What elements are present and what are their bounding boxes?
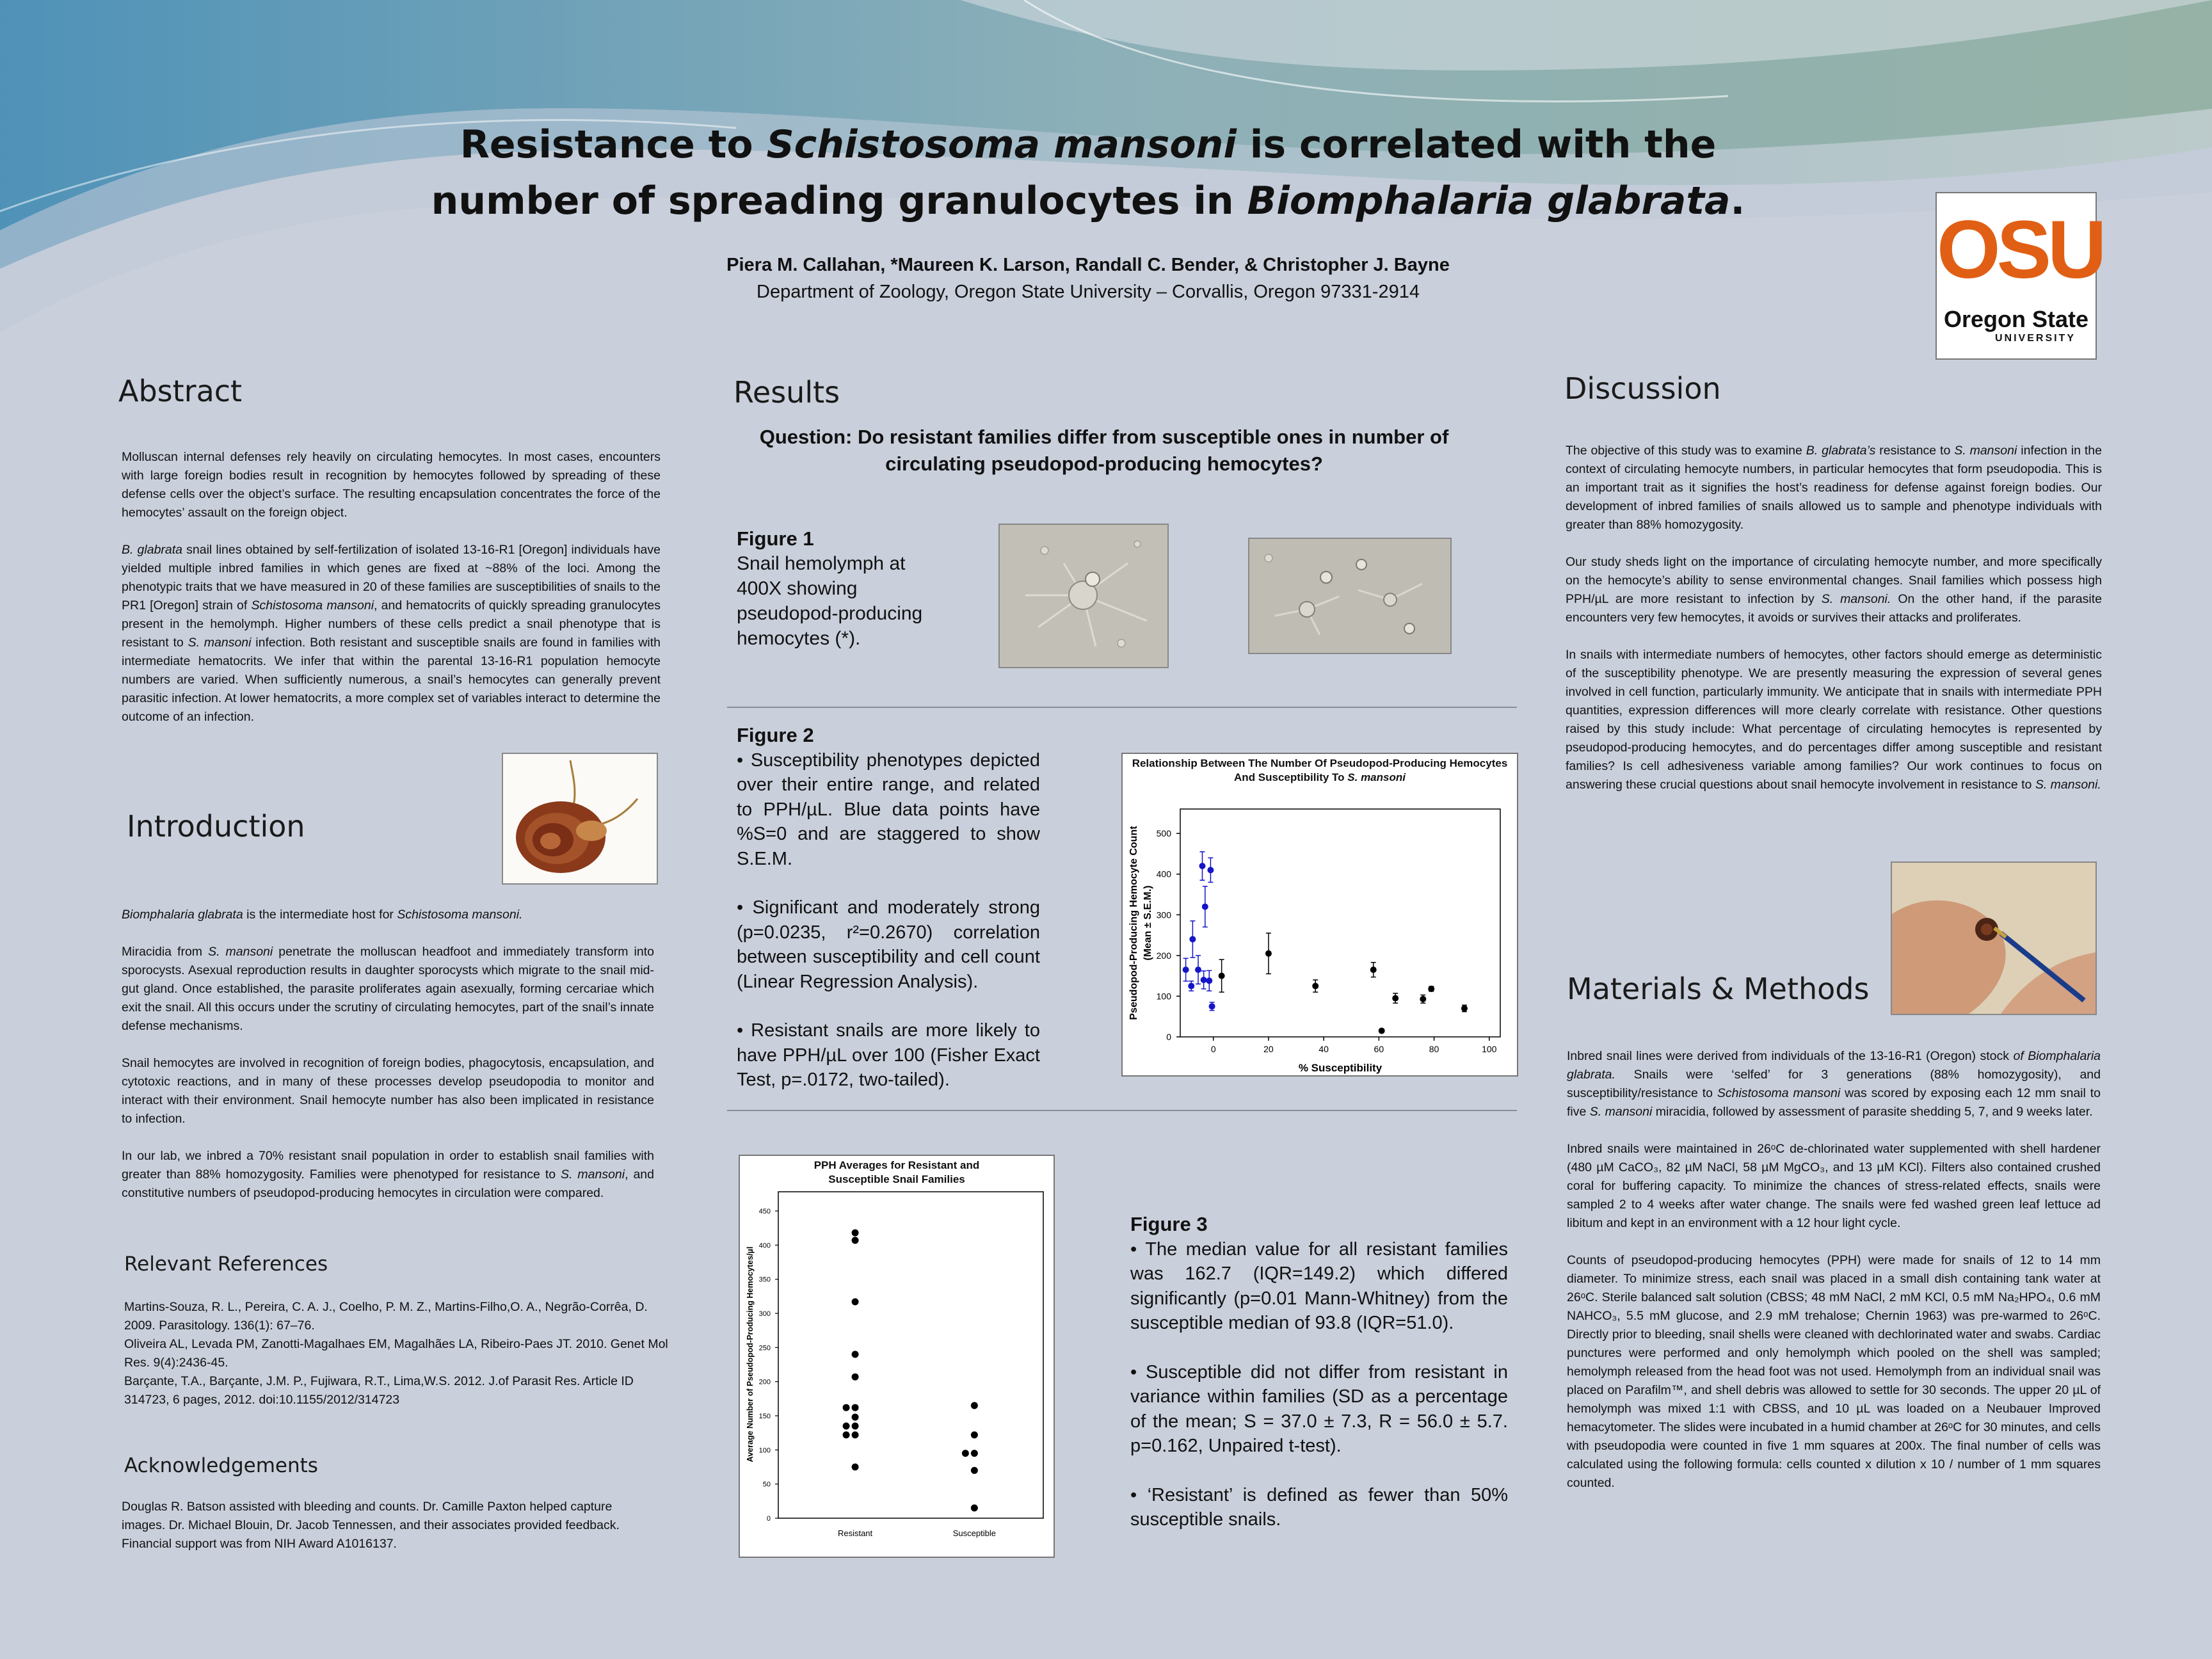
data-point [1183, 966, 1189, 973]
y-tick-label: 500 [1156, 828, 1171, 839]
figure2-ylabel-line1: Pseudopod-Producing Hemocyte Count [1128, 826, 1139, 1020]
y-tick-label: 300 [1156, 910, 1171, 920]
figure3-ylabel: Average Number of Pseudopod-Producing Hemocytes/µl [746, 1246, 755, 1463]
department: Department of Zoology, Oregon State University – Corvallis, Oregon 97331-2914 [757, 282, 1420, 302]
snail-photo [502, 753, 658, 885]
figure1-caption: Figure 1 Snail hemolymph at 400X showing pseudopod-producing hemocytes (*). [737, 526, 929, 651]
data-point [852, 1298, 859, 1305]
data-point [852, 1237, 859, 1244]
x-tick-label: 0 [1210, 1044, 1216, 1054]
x-tick-label: 40 [1318, 1044, 1329, 1054]
figure2-ylabel-line2: (Mean ± S.E.M.) [1142, 885, 1153, 961]
data-point [843, 1423, 850, 1430]
data-point [1188, 983, 1194, 990]
data-point [852, 1464, 859, 1471]
x-category-label: Susceptible [952, 1528, 996, 1538]
figure3-chart-title: PPH Averages for Resistant and Susceptible Snail Families [813, 1159, 980, 1185]
data-point [852, 1423, 859, 1430]
data-point [843, 1431, 850, 1438]
data-point [971, 1450, 978, 1457]
reference-item: Barçante, T.A., Barçante, J.M. P., Fujiwara, R.T., Lima,W.S. 2012. J.of Parasit Res. Article ID 314723, 6 pages, 2012. doi:10.1155/2012/314723 [124, 1374, 634, 1407]
y-tick-label: 450 [758, 1208, 771, 1215]
data-point [1206, 977, 1212, 984]
discussion-body: The objective of this study was to examine B. glabrata’s resistance to S. mansoni infection in the context of circulating hemocyte numbers, in particular hemocytes that form pseudopodia. This is an important trait as it signifies the host’s readiness for defense against foreign bodies. Our development of inbred families of snails allowed us to sample and phenotype individuals with greater than 88% homozygosity. Our study sheds light on the importance of circulating hemocyte number, and more specifically on the hemocyte’s ability to sense environmental changes. Snail families which possess high PPH/µL are more resistant to infection by S. mansoni. On the other hand, if the parasite encounters very few hemocytes, it avoids or survives their attacks and proliferates. In snails with intermediate numbers of hemocytes, other factors should emerge as deterministic of the susceptibility phenotype. We are presently measuring the expression of several genes involved in cell function, particularly immunity. We anticipate that in snails with intermediate PPH quantities, expression differences will more clearly correlate with resistance. Other questions raised by this study include: What percentage of circulating hemocytes is represented by pseudopod-producing hemocytes, and do percentages differ among susceptible and resistant families? Is cell adhesiveness variable among families? Our work continues to focus on answering these crucial questions about snail hemocyte involvement in resistance to S. mansoni. [1566, 444, 2102, 792]
poster-title: Resistance to Schistosoma mansoni is correlated with the number of spreading granulocytes in Biomphalaria glabrata. [431, 122, 1745, 223]
data-point [852, 1374, 859, 1381]
data-point [1209, 1003, 1215, 1009]
data-point [962, 1450, 969, 1457]
y-tick-label: 0 [1166, 1032, 1171, 1042]
data-point [852, 1351, 859, 1358]
figure2-chart-title: Relationship Between The Number Of Pseudopod-Producing Hemocytes And Susceptibility To S. mansoni [1132, 757, 1508, 783]
y-tick-label: 100 [758, 1447, 771, 1455]
data-point [1379, 1027, 1385, 1034]
authors: Piera M. Callahan, *Maureen K. Larson, Randall C. Bender, & Christopher J. Bayne [726, 255, 1450, 275]
data-point [1195, 966, 1201, 973]
data-point [1392, 995, 1399, 1002]
figure2-chart [1121, 753, 1518, 1077]
data-point [852, 1431, 859, 1438]
y-tick-label: 400 [758, 1242, 771, 1250]
data-point [1199, 863, 1205, 869]
y-tick-label: 350 [758, 1276, 771, 1284]
data-point [1461, 1006, 1468, 1012]
y-tick-label: 0 [766, 1515, 771, 1523]
abstract-heading: Abstract [118, 374, 243, 408]
introduction-heading: Introduction [127, 809, 305, 844]
data-point [843, 1404, 850, 1411]
data-point [1207, 867, 1214, 873]
introduction-body: Biomphalaria glabrata is the intermediate host for Schistosoma mansoni. Miracidia from S. mansoni penetrate the molluscan headfoot and immediately transform into sporocysts. Asexual reproduction results in daughter sporocysts which migrate to the snail mid-gut gland. Once established, the parasite proliferates again asexually, forming cercariae which exit the snail. All this occurs under the scrutiny of circulating hemocytes, part of the snail’s innate defense mechanisms. Snail hemocytes are involved in recognition of foreign bodies, phagocytosis, encapsulation, and cytotoxic reactions, and in many of these processes develop pseudopodia to monitor and interact with their environment. Snail hemocyte number has also been implicated in resistance to infection. In our lab, we inbred a 70% resistant snail population in order to establish snail families with greater than 88% homozygosity. Families were phenotyped for resistance to S. mansoni, and constitutive numbers of pseudopod-producing hemocytes in circulation were compared. [122, 908, 655, 1200]
x-tick-label: 60 [1374, 1044, 1384, 1054]
x-tick-label: 80 [1429, 1044, 1439, 1054]
x-tick-label: 20 [1263, 1044, 1274, 1054]
x-category-label: Resistant [837, 1528, 873, 1538]
data-point [1420, 996, 1426, 1002]
research-question: Question: Do resistant families differ from susceptible ones in number of circulating pseudopod-producing hemocytes? [759, 426, 1449, 475]
data-point [852, 1414, 859, 1421]
x-tick-label: 100 [1482, 1044, 1497, 1054]
references-list [124, 1298, 669, 1409]
snail-handling-photo [1891, 862, 2097, 1015]
reference-item: Oliveira AL, Levada PM, Zanotti-Magalhaes EM, Magalhães LA, Ribeiro-Paes JT. 2010. Genet Mol Res. 9(4):2436-45. [124, 1337, 668, 1370]
reference-item: Martins-Souza, R. L., Pereira, C. A. J., Coelho, P. M. Z., Martins-Filho,O. A., Negrão-Corrêa, D. 2009. Parasitology. 136(1): 67–76. [124, 1300, 648, 1333]
data-point [1370, 966, 1377, 973]
data-point [971, 1467, 978, 1474]
data-point [1265, 950, 1272, 957]
figure2-title: Figure 2 [737, 724, 814, 746]
data-point [1428, 986, 1434, 992]
figure1-title: Figure 1 [737, 527, 814, 550]
hemocyte-micrograph-1 [998, 524, 1169, 668]
data-point [852, 1230, 859, 1237]
y-tick-label: 200 [758, 1378, 771, 1386]
y-tick-label: 400 [1156, 869, 1171, 879]
data-point [1189, 936, 1196, 942]
y-tick-label: 150 [758, 1413, 771, 1420]
section-divider [727, 1110, 1517, 1111]
acknowledgements-body: Douglas R. Batson assisted with bleeding and counts. Dr. Camille Paxton helped capture images. Dr. Michael Blouin, Dr. Jacob Tennessen, and their associates provided feedback. Financial support was from NIH Award A1016137. [122, 1500, 620, 1551]
data-point [1219, 973, 1225, 979]
references-heading: Relevant References [124, 1253, 328, 1276]
figure3-caption: Figure 3 • The median value for all resistant families was 162.7 (IQR=149.2) which differed significantly (p=0.01 Mann-Whitney) from the susceptible median of 93.8 (IQR=51.0). • Susceptible did not differ from resistant in variance within families (SD as a percentage of the mean; S = 37.0 ± 7.3, R = 56.0 ± 5.7. p=0.162, Unpaired t-test). • ‘Resistant’ is defined as fewer than 50% susceptible snails. [1130, 1213, 1508, 1530]
figure3-title: Figure 3 [1130, 1213, 1208, 1235]
abstract-body: Molluscan internal defenses rely heavily on circulating hemocytes. In most cases, encounters with large foreign bodies result in recognition by hemocytes followed by spreading of these defense cells over the object’s surface. The resulting encapsulation concentrates the force of the hemocytes’ assault on the foreign object. B. glabrata snail lines obtained by self-fertilization of isolated 13-16-R1 [Oregon] individuals have yielded multiple inbred families in which genes are fixed at ~88% of the loci. Among the phenotypic traits that we have measured in 20 of these families are susceptibilities of snails to the PR1 [Oregon] strain of Schistosoma mansoni, and hematocrits of quickly spreading granulocytes present in the hemolymph. Higher numbers of these cells predict a snail phenotype that is resistant to S. mansoni infection. Both resistant and susceptible snails are found in families with intermediate hematocrits. We infer that within the parental 13-16-R1 population hemocyte numbers are varied. When sufficiently numerous, a snail’s hemocytes can generally prevent parasitic infection. At lower hematocrits, a more complex set of variables interact to determine the outcome of an infection. [122, 450, 661, 724]
y-tick-label: 100 [1156, 991, 1171, 1002]
acknowledgements-heading: Acknowledgements [124, 1454, 318, 1477]
figure2-xlabel: % Susceptibility [1298, 1062, 1382, 1074]
data-point [971, 1431, 978, 1438]
y-tick-label: 300 [758, 1310, 771, 1318]
y-tick-label: 50 [762, 1480, 771, 1489]
osu-logo: OSU Oregon State UNIVERSITY [1936, 192, 2097, 360]
methods-body: Inbred snail lines were derived from individuals of the 13-16-R1 (Oregon) stock of Biomphalaria glabrata. Snails were ‘selfed’ for 3 generations (88% homozygosity), and susceptibility/resistance to Schistosoma mansoni was scored by exposing each 12 mm snail to five S. mansoni miracidia, followed by assessment of parasite shedding 5, 7, and 9 weeks later. Inbred snails were maintained in 26ᵒC de-chlorinated water supplemented with shell hardener (480 µM CaCO₃, 82 µM NaCl, 58 µM MgCO₃, and 13 µM KCl). Filters also contained crushed coral for buffering capacity. To minimize the chances of stress-related effects, snails were sampled 2 to 4 weeks after water change. The snails were fed washed green leaf lettuce ad libitum and kept in an environment with a 12 hour light cycle. Counts of pseudopod-producing hemocytes (PPH) were made for snails of 12 to 14 mm diameter. To minimize stress, each snail was placed in a small dish containing tank water at 26ᵒC. Sterile balanced salt solution (CBSS; 48 mM NaCl, 2 mM KCl, 0.5 mM Na₂HPO₄, 0.6 mM NAHCO₃, 5.5 mM glucose, and 2.9 mM trehalose; Chernin 1963) was pre-warmed to 26ᵒC. Directly prior to bleeding, snail shells were cleaned with dechlorinated water and swabs. Cardiac punctures were performed and only hemolymph which pooled on the shell was sampled; hemolymph released from the head foot was not used. Hemolymph from an individual snail was placed on Parafilm™, and shell debris was allowed to settle for 30 seconds. The upper 20 µL of hemolymph was mixed 1:1 with CBSS, and 10 µL was loaded on a Neubauer Improved hemacytometer. The slides were incubated in a humid chamber at 26ᵒC for 30 minutes, and cells with pseudopodia were counted in five 1 mm squares at 200x. The final number of cells was calculated using the following formula: cells counted x dilution x 10 / number of 1 mm squares counted. [1567, 1049, 2101, 1490]
data-point [971, 1402, 978, 1409]
data-point [1202, 904, 1208, 910]
y-tick-label: 200 [1156, 950, 1171, 961]
discussion-heading: Discussion [1564, 371, 1721, 406]
data-point [971, 1505, 978, 1512]
figure3-chart [739, 1155, 1055, 1558]
section-divider [727, 707, 1517, 708]
figure2-caption: Figure 2 • Susceptibility phenotypes depicted over their entire range, and related to PPH/µL. Blue data points have %S=0 and are staggered to show S.E.M. • Significant and moderately strong (p=0.0235, r²=0.2670) correlation between susceptibility and cell count (Linear Regression Analysis). • Resistant snails are more likely to have PPH/µL over 100 (Fisher Exact Test, p=.0172, two-tailed). [737, 724, 1040, 1090]
data-point [1312, 983, 1318, 990]
y-tick-label: 250 [758, 1344, 771, 1352]
hemocyte-micrograph-2 [1248, 538, 1452, 654]
methods-heading: Materials & Methods [1567, 972, 1870, 1006]
data-point [852, 1404, 859, 1411]
data-point [1201, 977, 1207, 983]
results-heading: Results [733, 375, 840, 410]
